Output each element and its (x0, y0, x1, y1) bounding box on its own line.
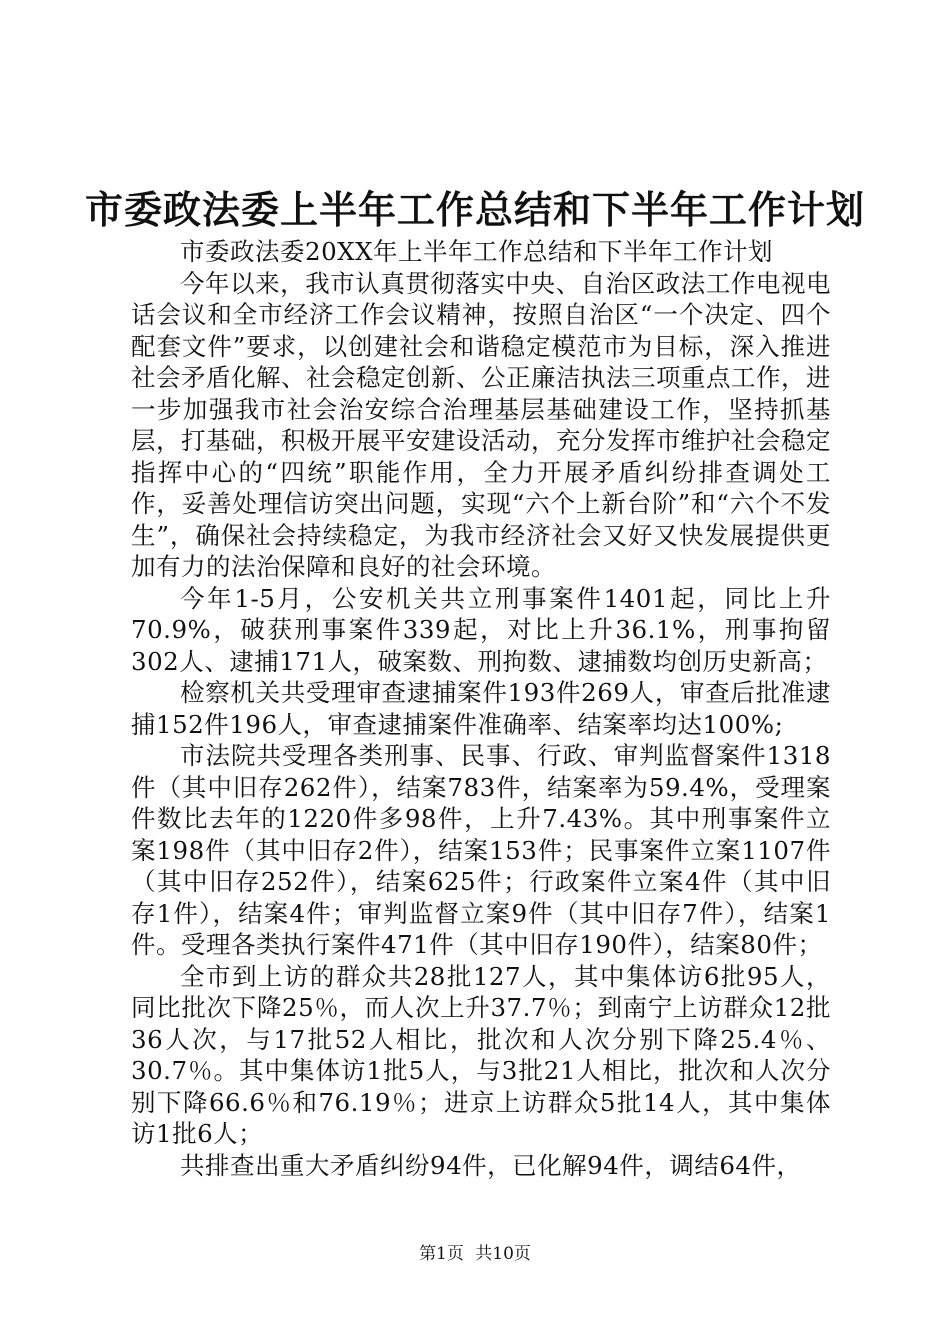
paragraph-disputes: 共排查出重大矛盾纠纷94件，已化解94件，调结64件， (180, 1150, 802, 1180)
document-subtitle: 市委政法委20XX年上半年工作总结和下半年工作计划 (180, 237, 774, 266)
paragraph-petitions: 全市到上访的群众共28批127人，其中集体访6批95人，同比批次下降25％，而人次上升37.7％；到南宁上访群众12批36人次，与17批52人相比，批次和人次分别下降25.4％、30.7％。其中集体访1批5人，与3批21人相比，批次和人次分别下降66.6％和76.19％；进京上访群众5批14人，其中集体访1批6人； (131, 961, 831, 1148)
paragraph-police: 今年1-5月，公安机关共立刑事案件1401起，同比上升70.9%，破获刑事案件339起，对比上升36.1%，刑事拘留302人、逮捕171人，破案数、刑拘数、逮捕数均创历史新高； (131, 583, 831, 676)
page-footer (0, 1242, 950, 1266)
page-total: 共10页 (475, 1244, 531, 1264)
paragraph-intro: 今年以来，我市认真贯彻落实中央、自治区政法工作电视电话会议和全市经济工作会议精神，按照自治区“一个决定、四个配套文件”要求，以创建社会和谐稳定模范市为目标，深入推进社会矛盾化解、社会稳定创新、公正廉洁执法三项重点工作，进一步加强我市社会治安综合治理基层基础建设工作，坚持抓基层，打基础，积极开展平安建设活动，充分发挥市维护社会稳定指挥中心的“四统”职能作用，全力开展矛盾纠纷排查调处工作，妥善处理信访突出问题，实现“六个上新台阶”和“六个不发生”，确保社会持续稳定，为我市经济社会又好又快发展提供更加有力的法治保障和良好的社会环境。 (131, 268, 831, 581)
page-title: 市委政法委上半年工作总结和下半年工作计划 (84, 187, 865, 232)
paragraph-court: 市法院共受理各类刑事、民事、行政、审判监督案件1318件（其中旧存262件），结案783件，结案率为59.4%，受理案件数比去年的1220件多98件，上升7.43%。其中刑事案件立案198件（其中旧存2件），结案153件；民事案件立案1107件（其中旧存252件），结案625件；行政案件立案4件（其中旧存1件），结案4件；审判监督立案9件（其中旧存7件），结案1件。受理各类执行案件471件（其中旧存190件），结案80件； (131, 741, 831, 959)
document-body (131, 236, 831, 1181)
page-number: 第1页 (419, 1244, 464, 1264)
paragraph-procuratorate: 检察机关共受理审查逮捕案件193件269人，审查后批准逮捕152件196人，审查逮捕案件准确率、结案率均达100%; (131, 678, 831, 739)
